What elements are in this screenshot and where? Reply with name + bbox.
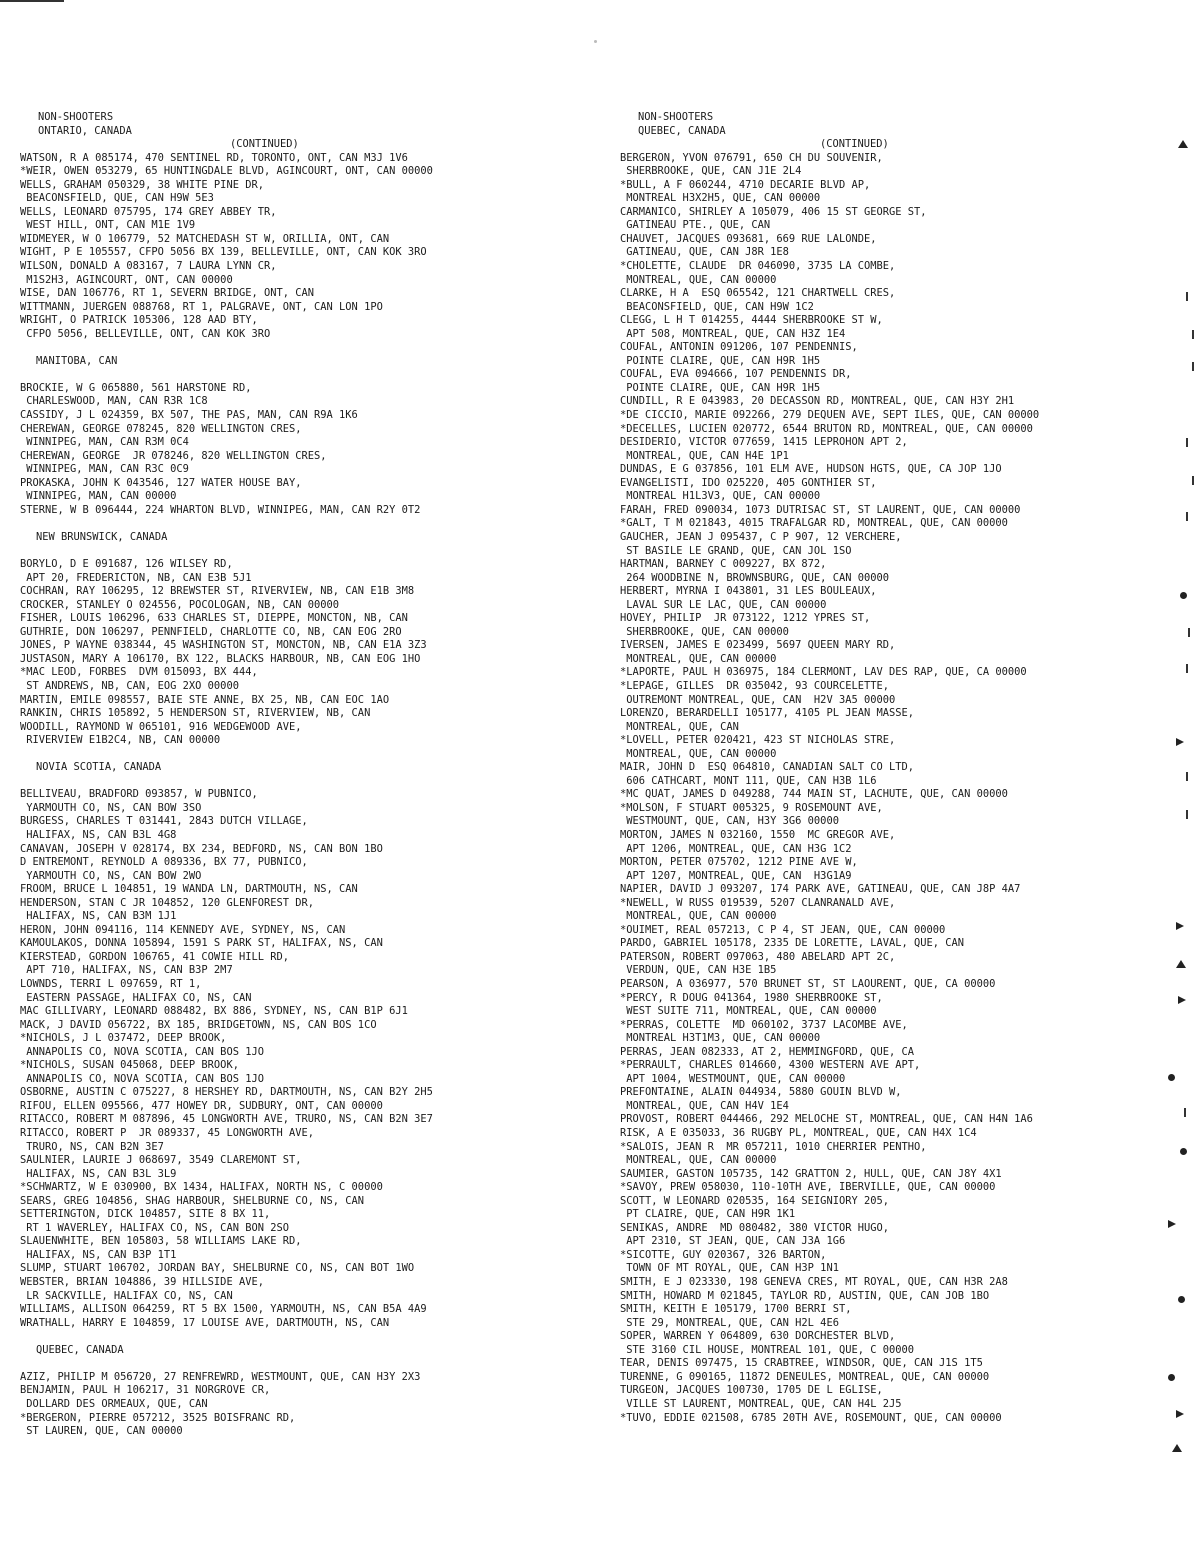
directory-entry-line: KIERSTEAD, GORDON 106765, 41 COWIE HILL RD, (20, 950, 289, 963)
directory-entry-line: ST ANDREWS, NB, CAN, EOG 2XO 00000 (20, 679, 239, 692)
directory-entry-line: RIVERVIEW E1B2C4, NB, CAN 00000 (20, 734, 221, 747)
directory-entry-line: MACK, J DAVID 056722, BX 185, BRIDGETOWN, NS, CAN BOS 1CO (20, 1018, 377, 1031)
directory-entry-line: MAC GILLIVARY, LEONARD 088482, BX 886, SYDNEY, NS, CAN B1P 6J1 (20, 1005, 408, 1018)
right-column (620, 111, 1182, 1425)
directory-entry-line: CHEREWAN, GEORGE 078245, 820 WELLINGTON CRES, (20, 422, 302, 435)
directory-entry-line: WEBSTER, BRIAN 104886, 39 HILLSIDE AVE, (20, 1276, 264, 1289)
directory-entry-line: OUTREMONT MONTREAL, QUE, CAN H2V 3A5 00000 (620, 693, 896, 706)
directory-entry-line: SOPER, WARREN Y 064809, 630 DORCHESTER BLVD, (620, 1330, 896, 1343)
directory-entry-line: WELLS, LEONARD 075795, 174 GREY ABBEY TR, (20, 205, 277, 218)
margin-mark (1178, 140, 1188, 148)
directory-entry-line: *TUVO, EDDIE 021508, 6785 20TH AVE, ROSEMOUNT, QUE, CAN 00000 (620, 1411, 1002, 1424)
margin-mark (1176, 738, 1184, 746)
directory-entry-line: BEACONSFIELD, QUE, CAN H9W 5E3 (20, 192, 214, 205)
directory-entry-line: WEST HILL, ONT, CAN M1E 1V9 (20, 219, 196, 232)
directory-entry-line: JUSTASON, MARY A 106170, BX 122, BLACKS HARBOUR, NB, CAN EOG 1HO (20, 652, 421, 665)
directory-entry-line: BELLIVEAU, BRADFORD 093857, W PUBNICO, (20, 788, 258, 801)
directory-entry-line: MORTON, PETER 075702, 1212 PINE AVE W, (620, 856, 858, 869)
directory-entry-line: TEAR, DENIS 097475, 15 CRABTREE, WINDSOR, QUE, CAN J1S 1T5 (620, 1357, 983, 1370)
margin-mark (1192, 362, 1194, 371)
directory-entry-line: RIFOU, ELLEN 095566, 477 HOWEY DR, SUDBURY, ONT, CAN 00000 (20, 1099, 383, 1112)
margin-mark (1168, 1374, 1175, 1381)
directory-entry-line: WEST SUITE 711, MONTREAL, QUE, CAN 00000 (620, 1005, 877, 1018)
directory-entry-line: RITACCO, ROBERT P JR 089337, 45 LONGWORTH AVE, (20, 1127, 315, 1140)
directory-entry-line: CANAVAN, JOSEPH V 028174, BX 234, BEDFORD, NS, CAN BON 1BO (20, 842, 383, 855)
directory-entry-line: APT 20, FREDERICTON, NB, CAN E3B 5J1 (20, 571, 252, 584)
margin-mark (1176, 1410, 1184, 1418)
directory-entry-line: SENIKAS, ANDRE MD 080482, 380 VICTOR HUGO, (620, 1221, 889, 1234)
continued-label: (CONTINUED) (820, 138, 889, 151)
margin-mark (1186, 664, 1188, 673)
directory-entry-line: WILSON, DONALD A 083167, 7 LAURA LYNN CR, (20, 260, 277, 273)
directory-entry-line: SEARS, GREG 104856, SHAG HARBOUR, SHELBURNE CO, NS, CAN (20, 1194, 365, 1207)
directory-entry-line: MARTIN, EMILE 098557, BAIE STE ANNE, BX 25, NB, CAN EOC 1AO (20, 693, 390, 706)
directory-entry-line: SMITH, HOWARD M 021845, TAYLOR RD, AUSTIN, QUE, CAN JOB 1BO (620, 1289, 990, 1302)
margin-mark (1188, 628, 1190, 637)
directory-entry-line: WIDMEYER, W O 106779, 52 MATCHEDASH ST W, ORILLIA, ONT, CAN (20, 232, 390, 245)
directory-entry-line: *MAC LEOD, FORBES DVM 015093, BX 444, (20, 666, 258, 679)
manitoba-listing (20, 382, 592, 517)
page-heading: NON-SHOOTERS (638, 111, 714, 123)
directory-entry-line: SAUMIER, GASTON 105735, 142 GRATTON 2, HULL, QUE, CAN J8Y 4X1 (620, 1167, 1002, 1180)
directory-entry-line: GATINEAU PTE., QUE, CAN (620, 219, 771, 232)
directory-entry-line: SAULNIER, LAURIE J 068697, 3549 CLAREMONT ST, (20, 1154, 302, 1167)
directory-entry-line: PREFONTAINE, ALAIN 044934, 5880 GOUIN BLVD W, (620, 1086, 902, 1099)
directory-entry-line: BROCKIE, W G 065880, 561 HARSTONE RD, (20, 381, 252, 394)
margin-mark (1184, 1108, 1186, 1117)
directory-entry-line: PERRAS, JEAN 082333, AT 2, HEMMINGFORD, QUE, CA (620, 1045, 915, 1058)
directory-entry-line: BERGERON, YVON 076791, 650 CH DU SOUVENIR, (620, 151, 883, 164)
directory-entry-line: WIGHT, P E 105557, CFPO 5056 BX 139, BELLEVILLE, ONT, CAN KOK 3RO (20, 246, 427, 259)
directory-entry-line: WISE, DAN 106776, RT 1, SEVERN BRIDGE, ONT, CAN (20, 287, 315, 300)
directory-entry-line: BORYLO, D E 091687, 126 WILSEY RD, (20, 558, 233, 571)
directory-entry-line: STERNE, W B 096444, 224 WHARTON BLVD, WINNIPEG, MAN, CAN R2Y 0T2 (20, 503, 421, 516)
directory-entry-line: COUFAL, EVA 094666, 107 PENDENNIS DR, (620, 368, 852, 381)
directory-entry-line: HENDERSON, STAN C JR 104852, 120 GLENFOREST DR, (20, 896, 315, 909)
margin-mark (1186, 292, 1188, 301)
directory-entry-line: *GALT, T M 021843, 4015 TRAFALGAR RD, MONTREAL, QUE, CAN 00000 (620, 517, 1008, 530)
directory-entry-line: APT 508, MONTREAL, QUE, CAN H3Z 1E4 (620, 327, 846, 340)
directory-entry-line: JONES, P WAYNE 038344, 45 WASHINGTON ST, MONCTON, NB, CAN E1A 3Z3 (20, 639, 427, 652)
directory-entry-line: HERON, JOHN 094116, 114 KENNEDY AVE, SYDNEY, NS, CAN (20, 923, 346, 936)
directory-entry-line: LR SACKVILLE, HALIFAX CO, NS, CAN (20, 1289, 233, 1302)
directory-entry-line: CUNDILL, R E 043983, 20 DECASSON RD, MONTREAL, QUE, CAN H3Y 2H1 (620, 395, 1015, 408)
directory-entry-line: WOODILL, RAYMOND W 065101, 916 WEDGEWOOD AVE, (20, 720, 302, 733)
section-heading-quebec: QUEBEC, CANADA (36, 1343, 124, 1356)
directory-entry-line: *SCHWARTZ, W E 030900, BX 1434, HALIFAX, NORTH NS, C 00000 (20, 1181, 383, 1194)
directory-entry-line: TOWN OF MT ROYAL, QUE, CAN H3P 1N1 (620, 1262, 839, 1275)
quebec-listing-continued (620, 152, 1182, 1425)
region-heading: QUEBEC, CANADA (638, 124, 726, 137)
directory-entry-line: MONTREAL, QUE, CAN 00000 (620, 652, 777, 665)
directory-entry-line: GAUCHER, JEAN J 095437, C P 907, 12 VERCHERE, (620, 530, 902, 543)
directory-entry-line: PROKASKA, JOHN K 043546, 127 WATER HOUSE BAY, (20, 476, 302, 489)
directory-entry-line: *SICOTTE, GUY 020367, 326 BARTON, (620, 1248, 827, 1261)
margin-mark (1186, 438, 1188, 447)
directory-entry-line: YARMOUTH CO, NS, CAN BOW 3SO (20, 801, 202, 814)
directory-entry-line: *NEWELL, W RUSS 019539, 5207 CLANRANALD AVE, (620, 896, 896, 909)
margin-mark (1176, 960, 1186, 968)
directory-entry-line: CASSIDY, J L 024359, BX 507, THE PAS, MAN, CAN R9A 1K6 (20, 409, 358, 422)
directory-entry-line: SHERBROOKE, QUE, CAN J1E 2L4 (620, 165, 802, 178)
directory-entry-line: RISK, A E 035033, 36 RUGBY PL, MONTREAL, QUE, CAN H4X 1C4 (620, 1127, 977, 1140)
page-heading: NON-SHOOTERS (38, 111, 114, 123)
directory-entry-line: MONTREAL, QUE, CAN H4V 1E4 (620, 1099, 789, 1112)
directory-entry-line: CHAUVET, JACQUES 093681, 669 RUE LALONDE, (620, 232, 877, 245)
directory-entry-line: ST LAUREN, QUE, CAN 00000 (20, 1425, 183, 1438)
directory-entry-line: ANNAPOLIS CO, NOVA SCOTIA, CAN BOS 1JO (20, 1045, 264, 1058)
directory-entry-line: WRIGHT, O PATRICK 105306, 128 AAD BTY, (20, 314, 258, 327)
directory-entry-line: WELLS, GRAHAM 050329, 38 WHITE PINE DR, (20, 178, 264, 191)
directory-entry-line: CLEGG, L H T 014255, 4444 SHERBROOKE ST W, (620, 314, 883, 327)
directory-entry-line: D ENTREMONT, REYNOLD A 089336, BX 77, PUBNICO, (20, 856, 308, 869)
section-heading-nova-scotia: NOVIA SCOTIA, CANADA (36, 761, 162, 774)
directory-entry-line: M1S2H3, AGINCOURT, ONT, CAN 00000 (20, 273, 233, 286)
directory-entry-line: PARDO, GABRIEL 105178, 2335 DE LORETTE, LAVAL, QUE, CAN (620, 937, 965, 950)
directory-entry-line: STE 3160 CIL HOUSE, MONTREAL 101, QUE, C 00000 (620, 1343, 915, 1356)
directory-entry-line: *MC QUAT, JAMES D 049288, 744 MAIN ST, LACHUTE, QUE, CAN 00000 (620, 788, 1008, 801)
directory-entry-line: MONTREAL, QUE, CAN (620, 720, 739, 733)
directory-entry-line: *BULL, A F 060244, 4710 DECARIE BLVD AP, (620, 178, 871, 191)
directory-entry-line: RANKIN, CHRIS 105892, 5 HENDERSON ST, RIVERVIEW, NB, CAN (20, 707, 371, 720)
margin-mark (1178, 996, 1186, 1004)
directory-entry-line: AZIZ, PHILIP M 056720, 27 RENFREWRD, WESTMOUNT, QUE, CAN H3Y 2X3 (20, 1370, 421, 1383)
new-brunswick-listing (20, 558, 592, 748)
directory-entry-line: *CHOLETTE, CLAUDE DR 046090, 3735 LA COMBE, (620, 260, 896, 273)
directory-entry-line: HALIFAX, NS, CAN B3P 1T1 (20, 1248, 177, 1261)
directory-entry-line: *BERGERON, PIERRE 057212, 3525 BOISFRANC RD, (20, 1411, 296, 1424)
directory-entry-line: APT 1206, MONTREAL, QUE, CAN H3G 1C2 (620, 842, 852, 855)
directory-entry-line: *PERRAULT, CHARLES 014660, 4300 WESTERN AVE APT, (620, 1059, 921, 1072)
directory-entry-line: TRURO, NS, CAN B2N 3E7 (20, 1140, 164, 1153)
directory-entry-line: MONTREAL H3T1M3, QUE, CAN 00000 (620, 1032, 821, 1045)
directory-entry-line: LAVAL SUR LE LAC, QUE, CAN 00000 (620, 598, 827, 611)
directory-entry-line: RITACCO, ROBERT M 087896, 45 LONGWORTH AVE, TRURO, NS, CAN B2N 3E7 (20, 1113, 433, 1126)
directory-entry-line: CARMANICO, SHIRLEY A 105079, 406 15 ST GEORGE ST, (620, 205, 927, 218)
directory-entry-line: *OUIMET, REAL 057213, C P 4, ST JEAN, QUE, CAN 00000 (620, 923, 946, 936)
directory-entry-line: *MOLSON, F STUART 005325, 9 ROSEMOUNT AVE, (620, 801, 883, 814)
directory-entry-line: SHERBROOKE, QUE, CAN 00000 (620, 625, 789, 638)
directory-entry-line: FROOM, BRUCE L 104851, 19 WANDA LN, DARTMOUTH, NS, CAN (20, 883, 358, 896)
directory-entry-line: *DE CICCIO, MARIE 092266, 279 DEQUEN AVE, SEPT ILES, QUE, CAN 00000 (620, 409, 1040, 422)
directory-entry-line: *PERCY, R DOUG 041364, 1980 SHERBROOKE ST, (620, 991, 883, 1004)
region-heading: ONTARIO, CANADA (38, 124, 132, 137)
directory-entry-line: MONTREAL, QUE, CAN 00000 (620, 273, 777, 286)
margin-mark (1192, 330, 1194, 339)
nova-scotia-listing (20, 788, 592, 1330)
directory-entry-line: GATINEAU, QUE, CAN J8R 1E8 (620, 246, 789, 259)
directory-entry-line: PT CLAIRE, QUE, CAN H9R 1K1 (620, 1208, 796, 1221)
margin-mark (1186, 772, 1188, 781)
directory-entry-line: ST BASILE LE GRAND, QUE, CAN JOL 1SO (620, 544, 852, 557)
directory-entry-line: CLARKE, H A ESQ 065542, 121 CHARTWELL CRES, (620, 287, 896, 300)
directory-entry-line: WINNIPEG, MAN, CAN R3M 0C4 (20, 436, 189, 449)
directory-entry-line: *WEIR, OWEN 053279, 65 HUNTINGDALE BLVD, AGINCOURT, ONT, CAN 00000 (20, 165, 433, 178)
directory-entry-line: APT 710, HALIFAX, NS, CAN B3P 2M7 (20, 964, 233, 977)
directory-entry-line: HERBERT, MYRNA I 043801, 31 LES BOULEAUX, (620, 585, 877, 598)
directory-entry-line: KAMOULAKOS, DONNA 105894, 1591 S PARK ST, HALIFAX, NS, CAN (20, 937, 383, 950)
directory-entry-line: *PERRAS, COLETTE MD 060102, 3737 LACOMBE AVE, (620, 1018, 908, 1031)
directory-entry-line: 606 CATHCART, MONT 111, QUE, CAN H3B 1L6 (620, 774, 877, 787)
directory-entry-line: PROVOST, ROBERT 044466, 292 MELOCHE ST, MONTREAL, QUE, CAN H4N 1A6 (620, 1113, 1033, 1126)
directory-entry-line: OSBORNE, AUSTIN C 075227, 8 HERSHEY RD, DARTMOUTH, NS, CAN B2Y 2H5 (20, 1086, 433, 1099)
directory-entry-line: *LOVELL, PETER 020421, 423 ST NICHOLAS STRE, (620, 734, 896, 747)
directory-entry-line: *NICHOLS, SUSAN 045068, DEEP BROOK, (20, 1059, 239, 1072)
section-heading-manitoba: MANITOBA, CAN (36, 354, 118, 367)
directory-entry-line: HALIFAX, NS, CAN B3L 3L9 (20, 1167, 177, 1180)
directory-entry-line: PEARSON, A 036977, 570 BRUNET ST, ST LAOURENT, QUE, CA 00000 (620, 978, 996, 990)
directory-entry-line: ANNAPOLIS CO, NOVA SCOTIA, CAN BOS 1JO (20, 1072, 264, 1085)
margin-mark (1178, 1296, 1185, 1303)
directory-entry-line: FISHER, LOUIS 106296, 633 CHARLES ST, DIEPPE, MONCTON, NB, CAN (20, 612, 408, 625)
directory-entry-line: COCHRAN, RAY 106295, 12 BREWSTER ST, RIVERVIEW, NB, CAN E1B 3M8 (20, 585, 415, 598)
directory-entry-line: VILLE ST LAURENT, MONTREAL, QUE, CAN H4L 2J5 (620, 1397, 902, 1410)
directory-entry-line: SMITH, E J 023330, 198 GENEVA CRES, MT ROYAL, QUE, CAN H3R 2A8 (620, 1276, 1008, 1289)
directory-entry-line: LORENZO, BERARDELLI 105177, 4105 PL JEAN MASSE, (620, 707, 915, 720)
directory-entry-line: CROCKER, STANLEY O 024556, POCOLOGAN, NB, CAN 00000 (20, 598, 340, 611)
margin-mark (1192, 476, 1194, 485)
directory-entry-line: DUNDAS, E G 037856, 101 ELM AVE, HUDSON HGTS, QUE, CA JOP 1JO (620, 463, 1002, 476)
directory-entry-line: SLAUENWHITE, BEN 105803, 58 WILLIAMS LAKE RD, (20, 1235, 302, 1248)
margin-mark (1180, 592, 1187, 599)
margin-mark (1186, 512, 1188, 521)
directory-entry-line: POINTE CLAIRE, QUE, CAN H9R 1H5 (620, 354, 821, 367)
quebec-listing-start (20, 1371, 592, 1439)
directory-entry-line: MONTREAL, QUE, CAN 00000 (620, 747, 777, 760)
section-heading-new-brunswick: NEW BRUNSWICK, CANADA (36, 530, 168, 543)
directory-entry-line: CFPO 5056, BELLEVILLE, ONT, CAN KOK 3RO (20, 327, 271, 340)
directory-entry-line: STE 29, MONTREAL, QUE, CAN H2L 4E6 (620, 1316, 839, 1329)
directory-entry-line: WINNIPEG, MAN, CAN R3C 0C9 (20, 463, 189, 476)
directory-entry-line: SLUMP, STUART 106702, JORDAN BAY, SHELBURNE CO, NS, CAN BOT 1WO (20, 1262, 415, 1275)
directory-entry-line: FARAH, FRED 090034, 1073 DUTRISAC ST, ST LAURENT, QUE, CAN 00000 (620, 503, 1021, 516)
directory-entry-line: TURENNE, G 090165, 11872 DENEULES, MONTREAL, QUE, CAN 00000 (620, 1370, 990, 1383)
directory-entry-line: GUTHRIE, DON 106297, PENNFIELD, CHARLOTTE CO, NB, CAN EOG 2RO (20, 625, 402, 638)
directory-entry-line: MAIR, JOHN D ESQ 064810, CANADIAN SALT CO LTD, (620, 761, 915, 774)
directory-entry-line: HARTMAN, BARNEY C 009227, BX 872, (620, 558, 827, 571)
directory-entry-line: EASTERN PASSAGE, HALIFAX CO, NS, CAN (20, 991, 252, 1004)
directory-entry-line: SMITH, KEITH E 105179, 1700 BERRI ST, (620, 1303, 852, 1316)
directory-entry-line: TURGEON, JACQUES 100730, 1705 DE L EGLISE, (620, 1384, 883, 1397)
directory-entry-line: DESIDERIO, VICTOR 077659, 1415 LEPROHON APT 2, (620, 436, 908, 449)
directory-entry-line: APT 2310, ST JEAN, QUE, CAN J3A 1G6 (620, 1235, 846, 1248)
directory-entry-line: MONTREAL H1L3V3, QUE, CAN 00000 (620, 490, 821, 503)
directory-entry-line: APT 1004, WESTMOUNT, QUE, CAN 00000 (620, 1072, 846, 1085)
margin-mark (1180, 1148, 1187, 1155)
directory-entry-line: LOWNDS, TERRI L 097659, RT 1, (20, 978, 202, 990)
directory-entry-line: CHARLESWOOD, MAN, CAN R3R 1C8 (20, 395, 208, 408)
directory-entry-line: *LAPORTE, PAUL H 036975, 184 CLERMONT, LAV DES RAP, QUE, CA 00000 (620, 666, 1027, 679)
directory-entry-line: WINNIPEG, MAN, CAN 00000 (20, 490, 177, 503)
left-column (20, 111, 592, 1439)
directory-entry-line: MONTREAL H3X2H5, QUE, CAN 00000 (620, 192, 821, 205)
margin-mark (1168, 1220, 1176, 1228)
directory-entry-line: VERDUN, QUE, CAN H3E 1B5 (620, 964, 777, 977)
directory-entry-line: *SAVOY, PREW 058030, 110-10TH AVE, IBERVILLE, QUE, CAN 00000 (620, 1181, 996, 1194)
directory-entry-line: *LEPAGE, GILLES DR 035042, 93 COURCELETTE, (620, 679, 889, 692)
directory-entry-line: MONTREAL, QUE, CAN H4E 1P1 (620, 449, 789, 462)
directory-entry-line: *SALOIS, JEAN R MR 057211, 1010 CHERRIER PENTHO, (620, 1140, 927, 1153)
directory-entry-line: SCOTT, W LEONARD 020535, 164 SEIGNIORY 205, (620, 1194, 889, 1207)
directory-entry-line: PATERSON, ROBERT 097063, 480 ABELARD APT 2C, (620, 950, 896, 963)
margin-mark (1168, 1074, 1175, 1081)
directory-entry-line: *NICHOLS, J L 037472, DEEP BROOK, (20, 1032, 227, 1045)
directory-entry-line: WESTMOUNT, QUE, CAN, H3Y 3G6 00000 (620, 815, 839, 828)
directory-entry-line: RT 1 WAVERLEY, HALIFAX CO, NS, CAN BON 2SO (20, 1221, 289, 1234)
continued-label: (CONTINUED) (230, 138, 299, 151)
directory-entry-line: BEACONSFIELD, QUE, CAN H9W 1C2 (620, 300, 814, 313)
ontario-listing (20, 152, 592, 342)
directory-entry-line: BURGESS, CHARLES T 031441, 2843 DUTCH VILLAGE, (20, 815, 308, 828)
directory-entry-line: MONTREAL, QUE, CAN 00000 (620, 910, 777, 923)
directory-entry-line: MONTREAL, QUE, CAN 00000 (620, 1154, 777, 1167)
directory-entry-line: IVERSEN, JAMES E 023499, 5697 QUEEN MARY RD, (620, 639, 896, 652)
top-rule (0, 0, 64, 2)
directory-entry-line: COUFAL, ANTONIN 091206, 107 PENDENNIS, (620, 341, 858, 354)
margin-mark (1172, 1444, 1182, 1452)
directory-entry-line: NAPIER, DAVID J 093207, 174 PARK AVE, GATINEAU, QUE, CAN J8P 4A7 (620, 883, 1021, 896)
directory-entry-line: SETTERINGTON, DICK 104857, SITE 8 BX 11, (20, 1208, 271, 1221)
directory-entry-line: APT 1207, MONTREAL, QUE, CAN H3G1A9 (620, 869, 852, 882)
directory-entry-line: POINTE CLAIRE, QUE, CAN H9R 1H5 (620, 381, 821, 394)
directory-entry-line: *DECELLES, LUCIEN 020772, 6544 BRUTON RD, MONTREAL, QUE, CAN 00000 (620, 422, 1033, 435)
directory-entry-line: HALIFAX, NS, CAN B3M 1J1 (20, 910, 177, 923)
directory-entry-line: MORTON, JAMES N 032160, 1550 MC GREGOR AVE, (620, 828, 896, 841)
directory-entry-line: WATSON, R A 085174, 470 SENTINEL RD, TORONTO, ONT, CAN M3J 1V6 (20, 151, 408, 164)
directory-entry-line: WRATHALL, HARRY E 104859, 17 LOUISE AVE, DARTMOUTH, NS, CAN (20, 1316, 390, 1329)
directory-entry-line: EVANGELISTI, IDO 025220, 405 GONTHIER ST, (620, 476, 877, 489)
directory-entry-line: HOVEY, PHILIP JR 073122, 1212 YPRES ST, (620, 612, 871, 625)
directory-entry-line: 264 WOODBINE N, BROWNSBURG, QUE, CAN 00000 (620, 571, 889, 584)
directory-entry-line: WILLIAMS, ALLISON 064259, RT 5 BX 1500, YARMOUTH, NS, CAN B5A 4A9 (20, 1303, 427, 1316)
margin-mark (1176, 922, 1184, 930)
scan-speck (594, 40, 597, 43)
directory-entry-line: CHEREWAN, GEORGE JR 078246, 820 WELLINGTON CRES, (20, 449, 327, 462)
directory-entry-line: YARMOUTH CO, NS, CAN BOW 2WO (20, 869, 202, 882)
directory-entry-line: WITTMANN, JUERGEN 088768, RT 1, PALGRAVE, ONT, CAN LON 1PO (20, 300, 383, 313)
directory-entry-line: BENJAMIN, PAUL H 106217, 31 NORGROVE CR, (20, 1384, 271, 1397)
directory-entry-line: HALIFAX, NS, CAN B3L 4G8 (20, 828, 177, 841)
directory-entry-line: DOLLARD DES ORMEAUX, QUE, CAN (20, 1397, 208, 1410)
margin-mark (1186, 810, 1188, 819)
